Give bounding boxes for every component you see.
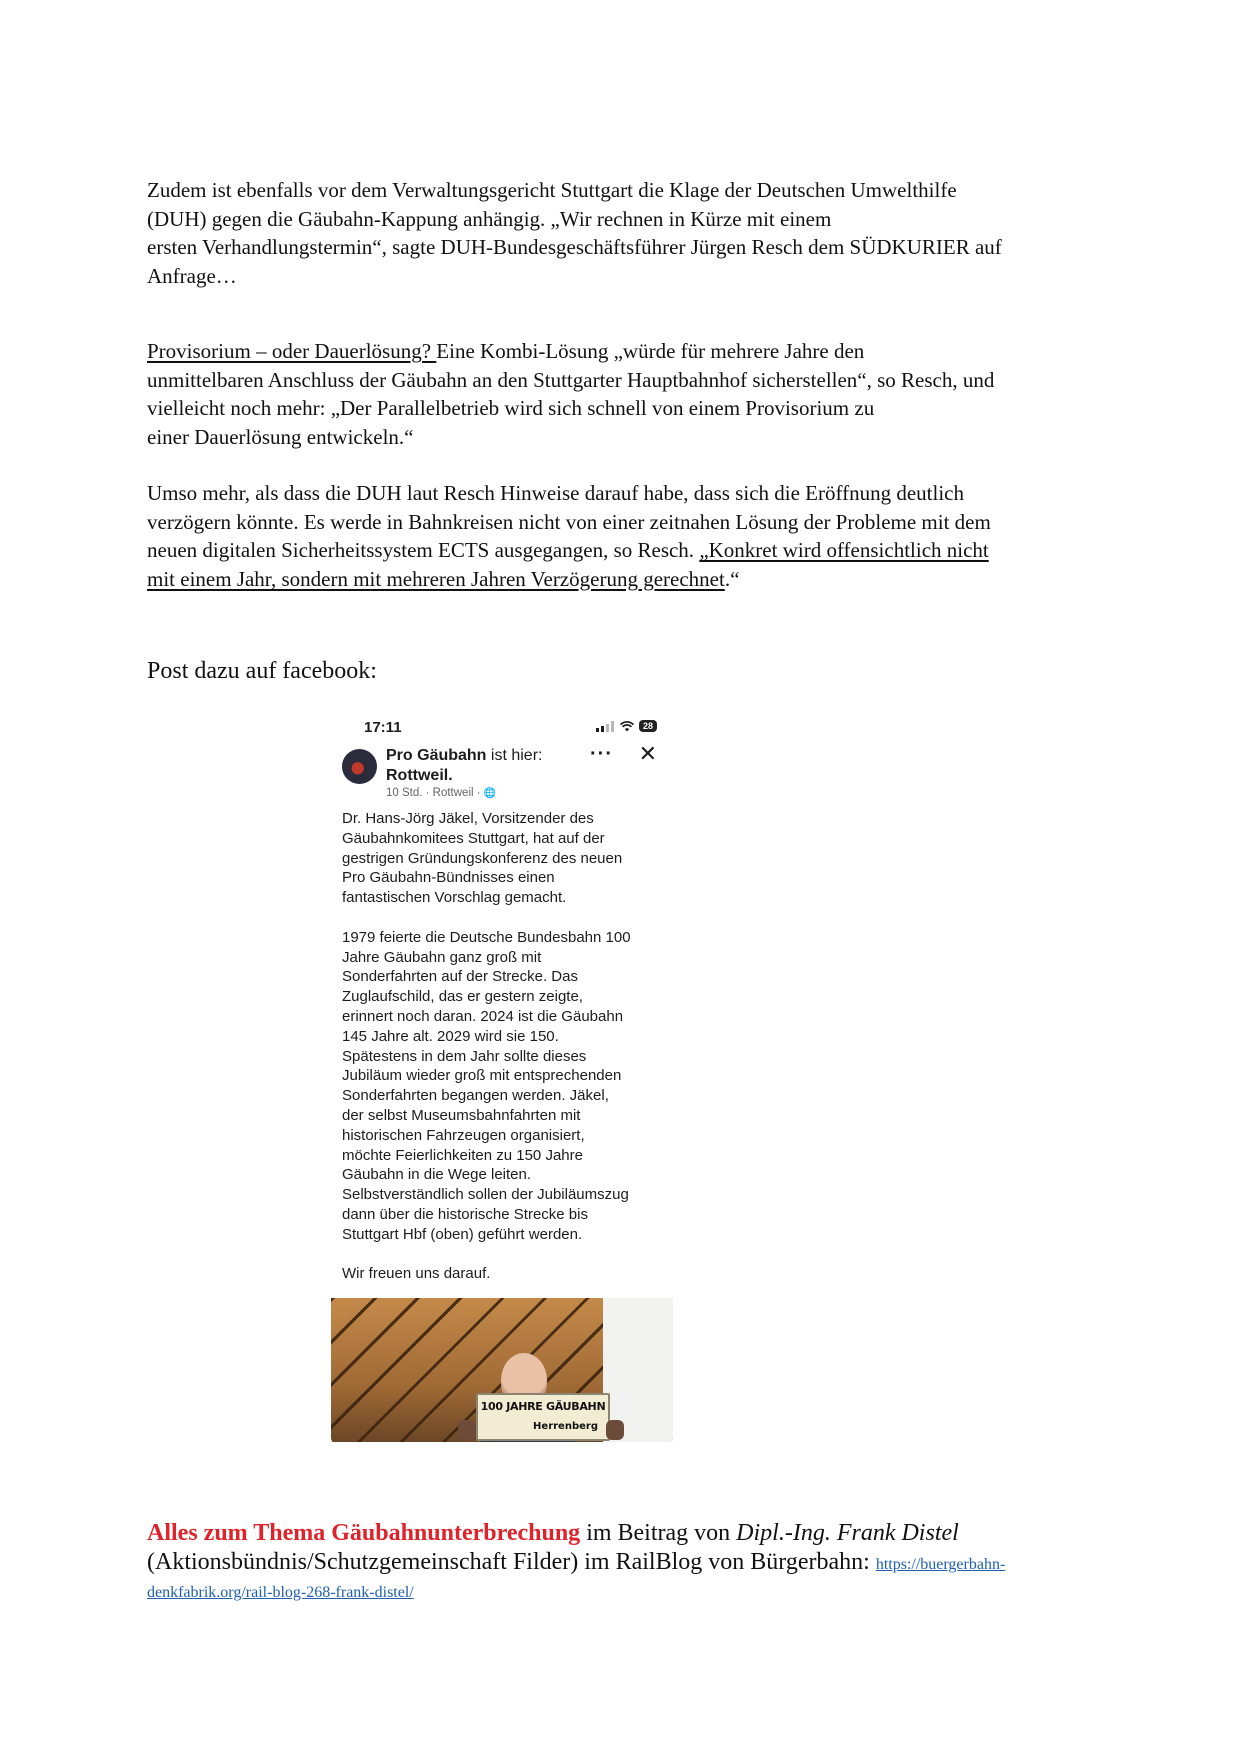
railblog-link[interactable]: https://buergerbahn- (875, 1556, 1006, 1573)
post-text-line: 145 Jahre alt. 2029 wird sie 150. (342, 1027, 559, 1045)
photo-hand-left (458, 1420, 476, 1440)
post-paragraph (342, 928, 664, 1245)
paragraph-delay (147, 479, 1107, 593)
post-location[interactable]: Rottweil. (386, 767, 453, 784)
post-text-line: Sonderfahrten begangen werden. Jäkel, (342, 1087, 609, 1105)
post-text-line: Selbstverständlich sollen der Jubiläumszug (342, 1186, 629, 1204)
facebook-intro: Post dazu auf facebook: (147, 658, 377, 684)
text-line: Anfrage… (147, 263, 237, 288)
photo-hand-right (606, 1420, 624, 1440)
more-options-button[interactable]: ··· (590, 743, 613, 765)
text-fragment: Eine Kombi-Lösung „würde für mehrere Jahre den (436, 339, 865, 363)
post-text-line: erinnert noch daran. 2024 ist die Gäubahn (342, 1007, 624, 1025)
text-line (147, 1548, 1107, 1579)
signal-icon (596, 721, 614, 732)
post-text-line: gestrigen Gründungskonferenz des neuen (342, 849, 623, 867)
text-fragment: im Beitrag von (580, 1520, 737, 1546)
post-meta (386, 787, 496, 799)
text-line: ersten Verhandlungstermin“, sagte DUH-Bundesgeschäftsführer Jürgen Resch dem SÜDKURIER auf (147, 235, 1002, 260)
text-line: unmittelbaren Anschluss der Gäubahn an den Stuttgarter Hauptbahnhof sicherstellen“, so Resch, und (147, 367, 995, 392)
final-paragraph (147, 1519, 1107, 1604)
text-line: (DUH) gegen die Gäubahn-Kappung anhängig. „Wir rechnen in Kürze mit einem (147, 206, 832, 231)
post-text-line: Spätestens in dem Jahr sollte dieses (342, 1047, 587, 1065)
text-line: Umso mehr, als dass die DUH laut Resch Hinweise darauf habe, dass sich die Eröffnung deutlich (147, 481, 964, 505)
post-text-line: Sonderfahrten auf der Strecke. Das (342, 968, 578, 986)
text-line (147, 337, 1107, 366)
quote-link[interactable]: „Konkret wird offensichtlich nicht (699, 538, 989, 563)
author-italic: Dipl.-Ing. Frank Distel (736, 1520, 959, 1546)
post-text-line: Zuglaufschild, das er gestern zeigte, (342, 988, 583, 1006)
post-closing: Wir freuen uns darauf. (342, 1265, 491, 1283)
status-time: 17:11 (364, 719, 402, 736)
text-fragment: neuen digitalen Sicherheitssystem ECTS ausgegangen, so Resch. (147, 538, 700, 563)
post-text-line: Dr. Hans-Jörg Jäkel, Vorsitzender des (342, 810, 594, 827)
text-fragment: .“ (724, 566, 740, 591)
post-text-line: möchte Feierlichkeiten zu 150 Jahre (342, 1146, 583, 1164)
text-line (147, 1579, 1107, 1604)
text-line (147, 536, 1107, 565)
train-destination-sign (476, 1393, 610, 1441)
text-line: verzögern könnte. Es werde in Bahnkreisen nicht von einer zeitnahen Lösung der Probleme mit dem (147, 509, 991, 534)
close-icon[interactable]: ✕ (638, 741, 657, 766)
author-name[interactable]: Pro Gäubahn (386, 747, 487, 764)
post-text-line: historischen Fahrzeugen organisiert, (342, 1126, 585, 1144)
post-paragraph (342, 809, 664, 908)
text-line: vielleicht noch mehr: „Der Parallelbetrieb wird sich schnell von einem Provisorium zu (147, 396, 875, 421)
post-text-line: der selbst Museumsbahnfahrten mit (342, 1106, 581, 1124)
post-text-line: Pro Gäubahn-Bündnisses einen (342, 869, 555, 887)
sign-title: 100 JAHRE GÄUBAHN (480, 1400, 606, 1413)
post-photo[interactable] (331, 1298, 673, 1442)
post-text (342, 809, 664, 1284)
avatar[interactable] (342, 749, 377, 784)
facebook-post-screenshot (331, 712, 673, 1442)
text-fragment: (Aktionsbündnis/Schutzgemeinschaft Filder) im RailBlog von Bürgerbahn: (147, 1549, 876, 1575)
post-text-line: Jubiläum wieder groß mit entsprechenden (342, 1067, 622, 1085)
wifi-icon (620, 721, 633, 732)
globe-icon: 🌐 (483, 788, 497, 799)
post-text-line: dann über die historische Strecke bis (342, 1205, 588, 1223)
post-author (386, 746, 586, 786)
text-line: Zudem ist ebenfalls vor dem Verwaltungsgericht Stuttgart die Klage der Deutschen Umwelthilfe (147, 178, 957, 202)
topic-highlight: Alles zum Thema Gäubahnunterbrechung (147, 1520, 581, 1546)
post-text-line: 1979 feierte die Deutsche Bundesbahn 100 (342, 928, 631, 946)
railblog-link[interactable]: denkfabrik.org/rail-blog-268-frank-distel/ (147, 1584, 414, 1601)
post-text-line: fantastischen Vorschlag gemacht. (342, 889, 567, 907)
post-text-line: Gäubahn in die Wege leiten. (342, 1166, 532, 1184)
post-text-line: Jahre Gäubahn ganz groß mit (342, 948, 542, 966)
text-line (147, 565, 1107, 594)
post-text-line: Stuttgart Hbf (oben) geführt werden. (342, 1225, 583, 1243)
post-time-location: 10 Std. · Rottweil · (386, 787, 484, 799)
paragraph-provisorium (147, 337, 1107, 451)
text-line (147, 1519, 1107, 1548)
post-text-line: Gäubahnkomitees Stuttgart, hat auf der (342, 829, 605, 847)
battery-icon: 28 (639, 720, 657, 732)
section-heading-link[interactable]: Provisorium – oder Dauerlösung? (147, 339, 437, 363)
sign-destination: Herrenberg (533, 1421, 598, 1432)
quote-link[interactable]: mit einem Jahr, sondern mit mehreren Jahren Verzögerung gerechnet (147, 566, 725, 591)
paragraph-duh-lawsuit (147, 176, 1107, 290)
text-line: einer Dauerlösung entwickeln.“ (147, 424, 414, 449)
status-icons (596, 720, 657, 732)
author-suffix: ist hier: (486, 747, 543, 764)
